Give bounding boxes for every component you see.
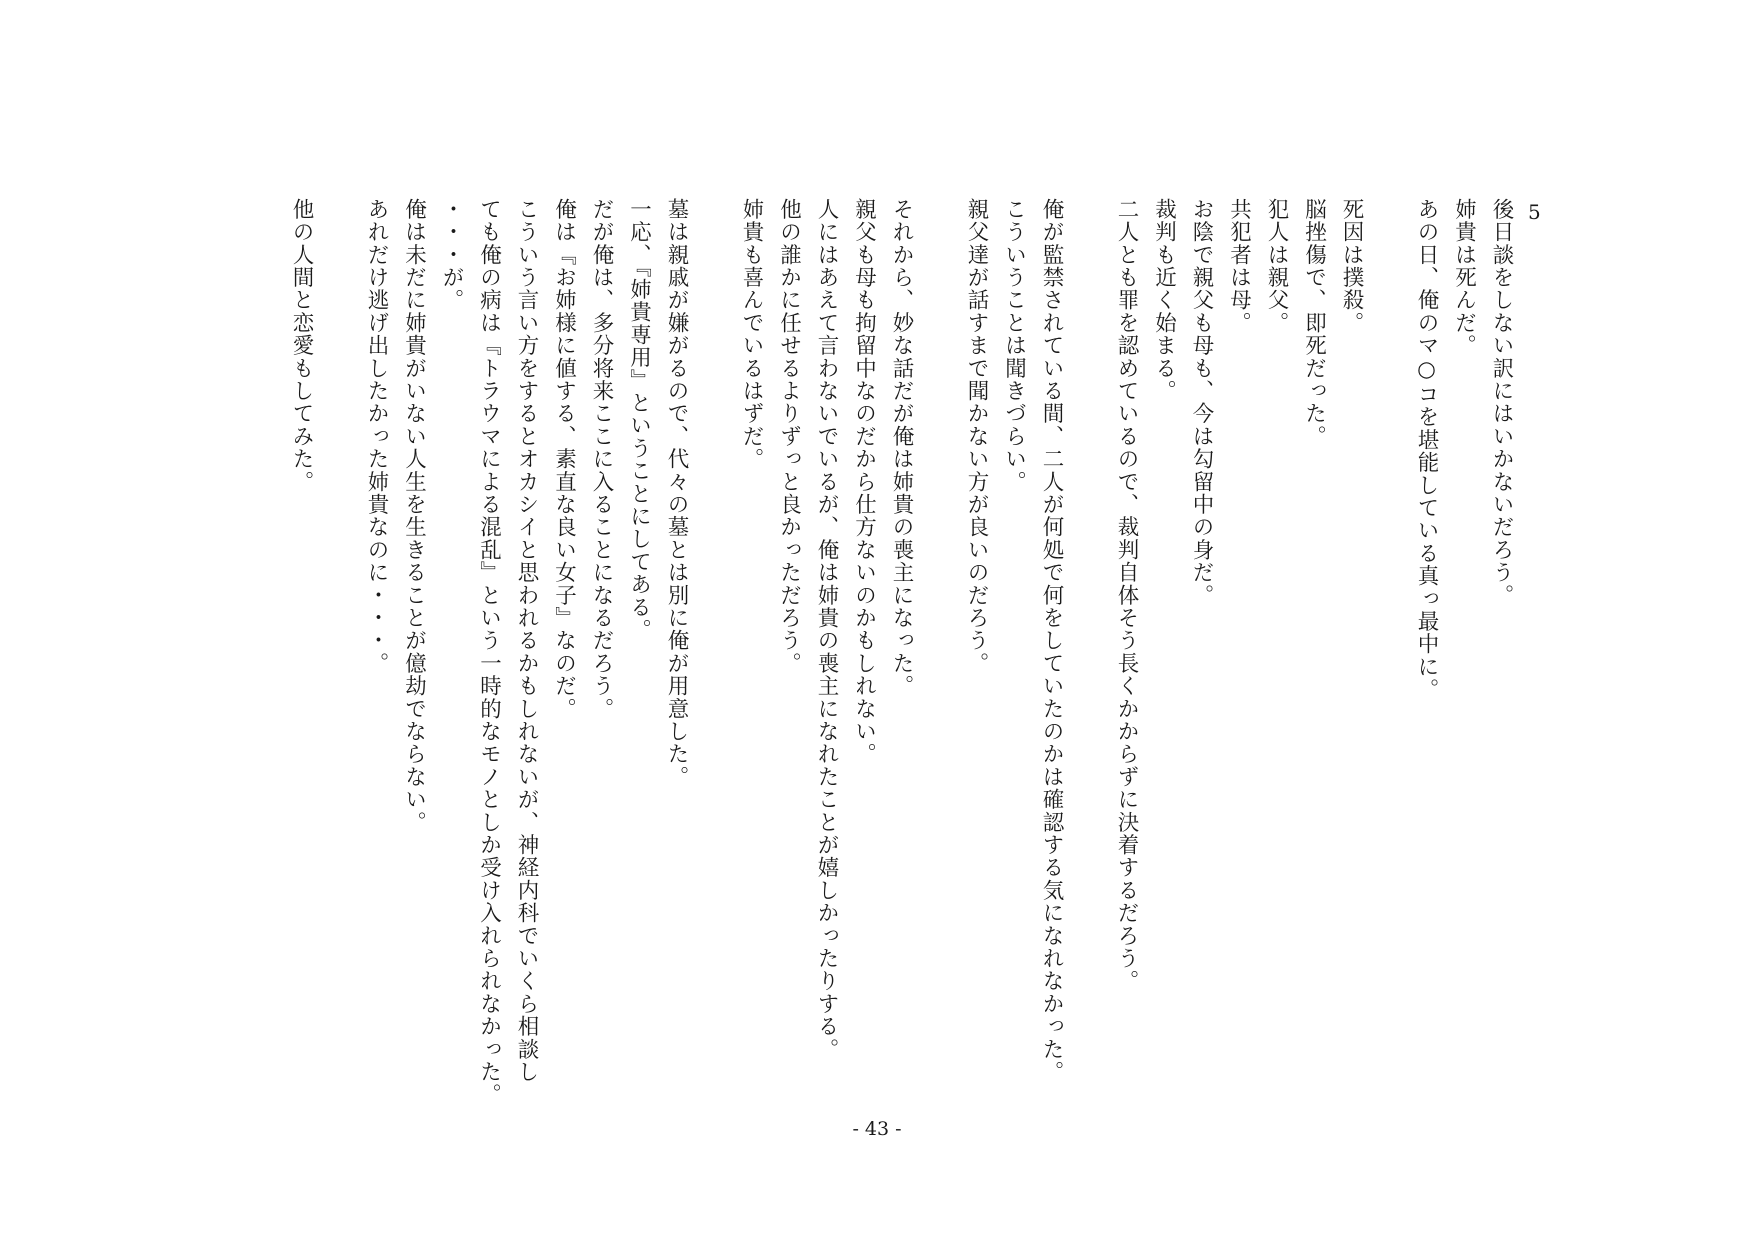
text-line: 他の人間と恋愛もしてみた。: [289, 198, 314, 494]
text-line: 親父達が話すまで聞かない方が良いのだろう。: [964, 198, 989, 675]
text-line: 他の誰かに任せるよりずっと良かっただろう。: [776, 198, 802, 675]
text-line: 一応、『姉貴専用』ということにしてある。: [626, 198, 652, 642]
blank-line: [1070, 198, 1108, 1103]
text-line: 親父も母も拘留中なのだから仕方ないのかもしれない。: [851, 198, 877, 766]
text-line: 人にはあえて言わないでいるが、俺は姉貴の喪主になれたことが嬉しかったりする。: [814, 198, 839, 1061]
text-line: 二人とも罪を認めているので、裁判自体そう長くかからずに決着するだろう。: [1114, 198, 1139, 993]
text-line: 俺が監禁されている間、二人が何処で何をしていたのかは確認する気になれなかった。: [1039, 198, 1064, 1084]
page-number: - 43 -: [852, 1118, 902, 1140]
text-line: 墓は親戚が嫌がるので、代々の墓とは別に俺が用意した。: [664, 198, 689, 789]
text-line: 姉貴は死んだ。: [1451, 198, 1477, 357]
text-line: 後日談をしない訳にはいかないだろう。: [1489, 198, 1514, 607]
text-line: あの日、俺のマ○コを堪能している真っ最中に。: [1414, 198, 1439, 701]
text-line: 犯人は親父。: [1264, 198, 1289, 335]
text-line: 俺は『お姉様に値する、素直な良い女子』なのだ。: [551, 198, 577, 721]
text-line: こういう言い方をするとオカシイと思われるかもしれないが、神経内科でいくら相談し: [514, 198, 539, 1084]
text-line: 姉貴も喜んでいるはずだ。: [739, 198, 764, 471]
text-line: それから、妙な話だが俺は姉貴の喪主になった。: [889, 198, 914, 698]
blank-line: [1370, 198, 1408, 1103]
text-line: 脳挫傷で、即死だった。: [1301, 198, 1327, 448]
text-line: ・・・が。: [439, 198, 464, 312]
blank-line: [920, 198, 958, 1103]
text-line: ても俺の病は『トラウマによる混乱』という一時的なモノとしか受け入れられなかった。: [476, 198, 502, 1106]
text-line: 俺は未だに姉貴がいない人生を生きることが億劫でならない。: [401, 198, 427, 834]
text-line: だが俺は、多分将来ここに入ることになるだろう。: [589, 198, 614, 721]
text-line: お陰で親父も母も、今は勾留中の身だ。: [1189, 198, 1214, 607]
text-line: 死因は撲殺。: [1339, 198, 1364, 335]
blank-line: [695, 198, 733, 1103]
text-line: あれだけ逃げ出したかった姉貴なのに・・・。: [364, 198, 389, 675]
text-line: 共犯者は母。: [1226, 198, 1252, 335]
text-line: 裁判も近く始まる。: [1151, 198, 1177, 403]
vertical-body-text: [283, 198, 1521, 1106]
text-line: こういうことは聞きづらい。: [1001, 198, 1027, 494]
blank-line: [320, 198, 358, 1103]
chapter-number: 5: [1528, 200, 1541, 224]
